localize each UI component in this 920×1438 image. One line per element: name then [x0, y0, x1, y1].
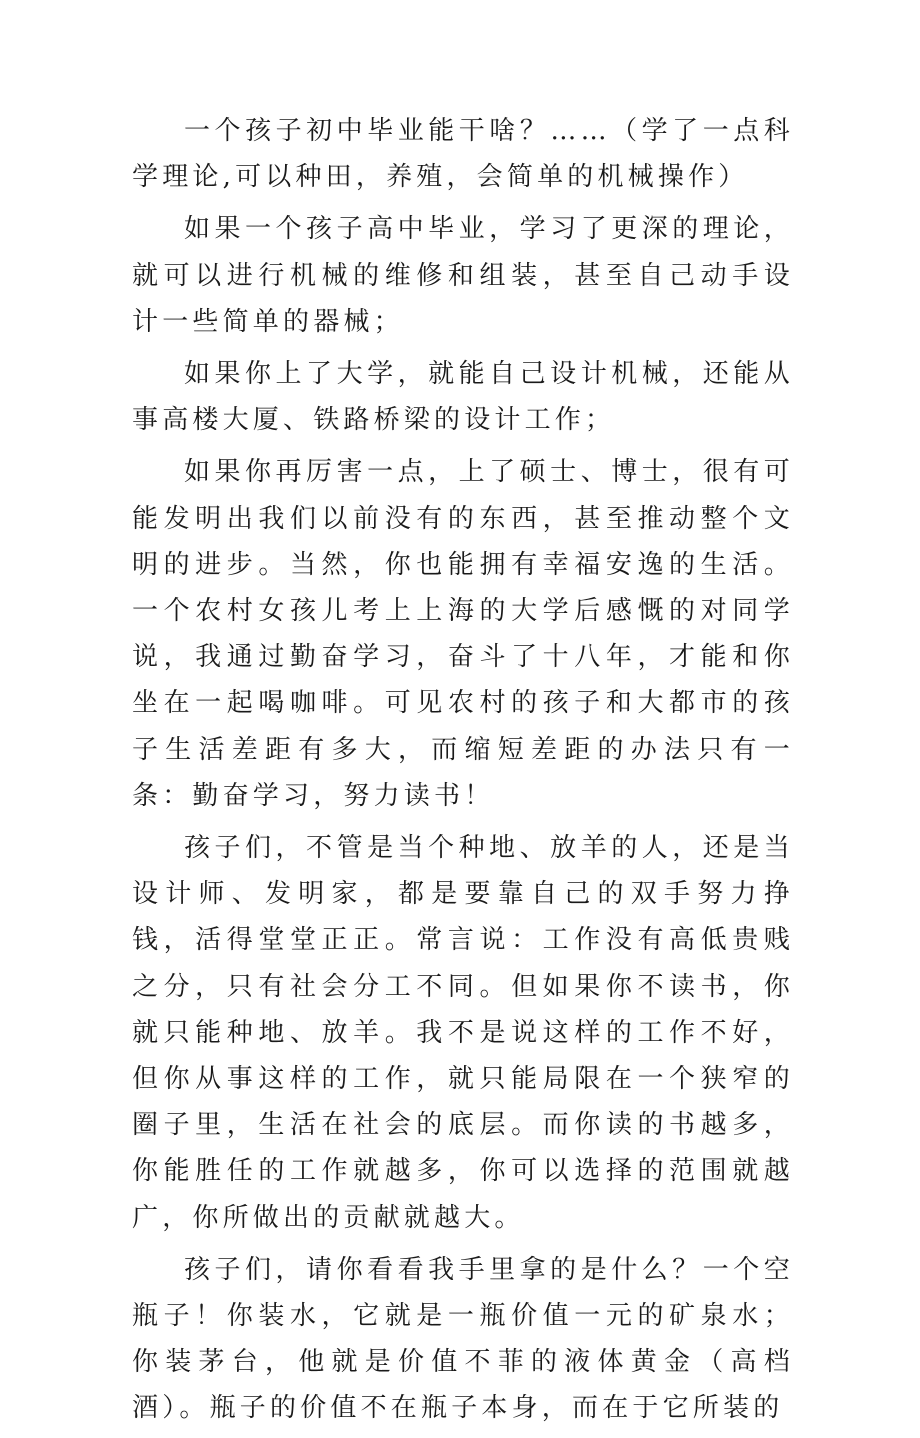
paragraph-3: 如果你上了大学，就能自己设计机械，还能从事高楼大厦、铁路桥梁的设计工作； [132, 359, 794, 436]
paragraph-2: 如果一个孩子高中毕业，学习了更深的理论，就可以进行机械的维修和组装，甚至自己动手设计一些简单的器械； [132, 214, 794, 337]
document-body [132, 108, 794, 1438]
paragraph-6: 孩子们，请你看看我手里拿的是什么？一个空瓶子！你装水，它就是一瓶价值一元的矿泉水；你装茅台，他就是价值不菲的液体黄金（高档酒）。瓶子的价值不在瓶子本身，而在于它所装的 [132, 1254, 794, 1424]
paragraph-1: 一个孩子初中毕业能干啥？……（学了一点科学理论,可以种田，养殖，会简单的机械操作） [132, 116, 794, 193]
paragraph-5: 孩子们，不管是当个种地、放羊的人，还是当设计师、发明家，都是要靠自己的双手努力挣钱，活得堂堂正正。常言说：工作没有高低贵贱之分，只有社会分工不同。但如果你不读书，你就只能种地、放羊。我不是说这样的工作不好，但你从事这样的工作，就只能局限在一个狭窄的圈子里，生活在社会的底层。而你读的书越多，你能胜任的工作就越多，你可以选择的范围就越广，你所做出的贡献就越大。 [132, 833, 794, 1233]
paragraph-4: 如果你再厉害一点，上了硕士、博士，很有可能发明出我们以前没有的东西，甚至推动整个文明的进步。当然，你也能拥有幸福安逸的生活。一个农村女孩儿考上上海的大学后感慨的对同学说，我通过勤奋学习，奋斗了十八年，才能和你坐在一起喝咖啡。可见农村的孩子和大都市的孩子生活差距有多大，而缩短差距的办法只有一条：勤奋学习，努力读书！ [132, 457, 794, 811]
